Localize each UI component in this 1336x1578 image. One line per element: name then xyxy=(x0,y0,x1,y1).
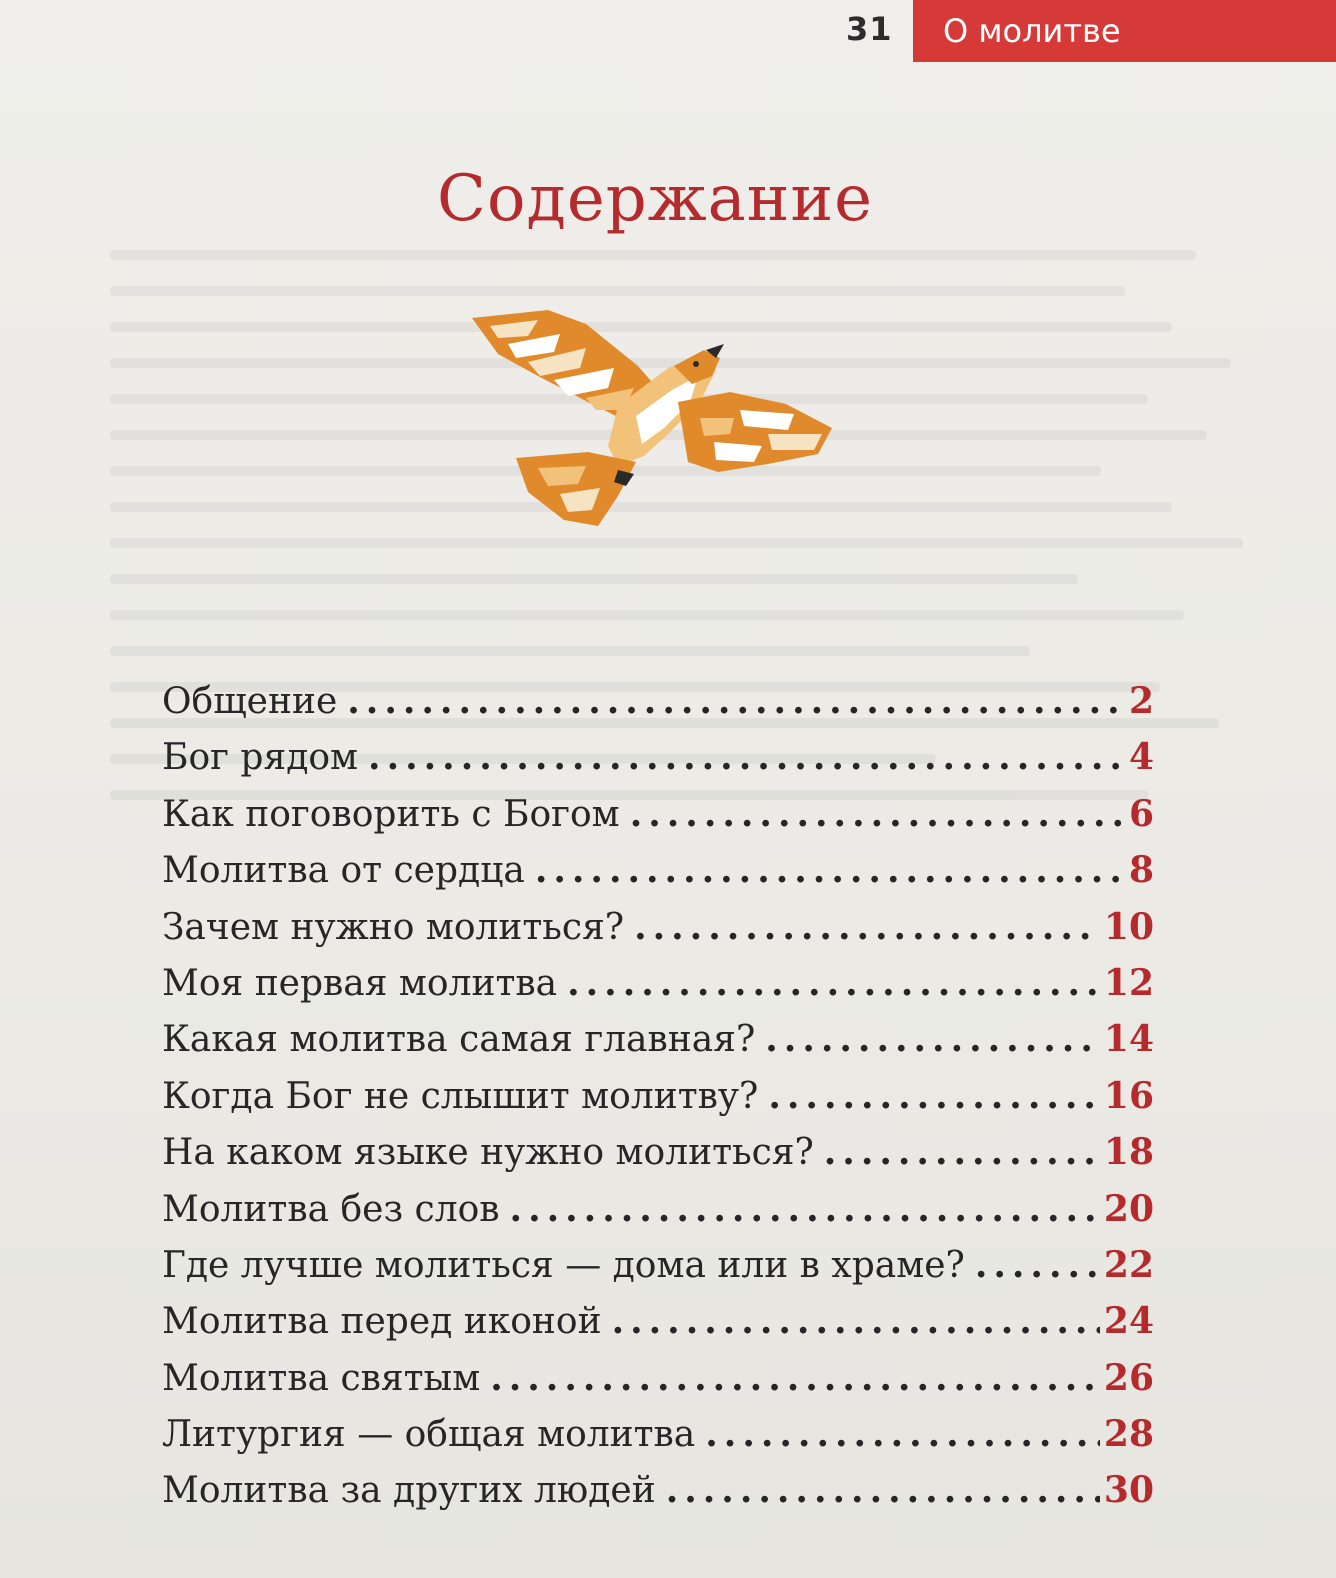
table-of-contents xyxy=(162,680,1154,1526)
toc-entry-title: На каком языке нужно молиться? xyxy=(162,1132,814,1174)
toc-leader-dots xyxy=(368,736,1125,778)
toc-entry xyxy=(162,680,1154,736)
toc-entry-page: 28 xyxy=(1103,1413,1154,1456)
toc-entry xyxy=(162,906,1154,962)
toc-entry-page: 10 xyxy=(1103,905,1154,948)
toc-entry-title: Молитва святым xyxy=(162,1357,481,1399)
toc-entry-title: Моя первая молитва xyxy=(162,962,558,1004)
toc-entry-title: Зачем нужно молиться? xyxy=(162,906,625,948)
toc-entry-page: 24 xyxy=(1103,1300,1154,1343)
toc-leader-dots xyxy=(765,1018,1100,1060)
toc-entry-page: 14 xyxy=(1103,1018,1154,1061)
toc-entry xyxy=(162,1244,1154,1300)
toc-entry xyxy=(162,962,1154,1018)
toc-leader-dots xyxy=(634,906,1100,948)
toc-entry-title: Какая молитва самая главная? xyxy=(162,1019,756,1061)
toc-entry-title: Где лучше молиться — дома или в храме? xyxy=(162,1244,965,1286)
toc-entry xyxy=(162,1075,1154,1131)
toc-entry-page: 12 xyxy=(1103,961,1154,1004)
toc-leader-dots xyxy=(612,1300,1100,1342)
toc-entry-title: Молитва от сердца xyxy=(162,850,525,892)
toc-entry xyxy=(162,736,1154,792)
toc-entry-title: Молитва за других людей xyxy=(162,1470,656,1512)
toc-entry xyxy=(162,1469,1154,1525)
toc-entry-title: Молитва без слов xyxy=(162,1188,500,1230)
toc-entry-page: 16 xyxy=(1103,1074,1154,1117)
toc-entry-title: Как поговорить с Богом xyxy=(162,793,620,835)
toc-entry-page: 4 xyxy=(1128,736,1154,779)
toc-entry-page: 22 xyxy=(1103,1243,1154,1286)
toc-entry-page: 20 xyxy=(1103,1187,1154,1230)
toc-entry-page: 26 xyxy=(1103,1356,1154,1399)
page-number: 31 xyxy=(846,10,893,48)
toc-leader-dots xyxy=(535,849,1125,891)
toc-entry-title: Когда Бог не слышит молитву? xyxy=(162,1075,759,1117)
toc-leader-dots xyxy=(975,1244,1100,1286)
toc-entry-title: Общение xyxy=(162,681,338,722)
toc-entry xyxy=(162,1018,1154,1074)
page-title: Содержание xyxy=(437,162,873,236)
toc-entry-page: 8 xyxy=(1128,849,1154,892)
toc-entry-title: Молитва перед иконой xyxy=(162,1301,602,1343)
toc-leader-dots xyxy=(705,1413,1100,1455)
toc-leader-dots xyxy=(490,1357,1100,1399)
toc-entry xyxy=(162,1188,1154,1244)
toc-entry-title: Литургия — общая молитва xyxy=(162,1414,696,1456)
bird-icon xyxy=(468,306,840,528)
toc-entry-title: Бог рядом xyxy=(162,737,359,779)
toc-entry-page: 30 xyxy=(1103,1469,1154,1512)
toc-entry-page: 2 xyxy=(1128,680,1154,722)
toc-leader-dots xyxy=(824,1131,1100,1173)
toc-leader-dots xyxy=(347,680,1125,722)
section-tab xyxy=(913,0,1336,62)
toc-entry xyxy=(162,1357,1154,1413)
toc-entry-page: 6 xyxy=(1128,792,1154,835)
toc-leader-dots xyxy=(510,1188,1100,1230)
toc-leader-dots xyxy=(666,1469,1100,1511)
toc-leader-dots xyxy=(630,793,1125,835)
toc-entry-page: 18 xyxy=(1103,1131,1154,1174)
toc-entry xyxy=(162,793,1154,849)
toc-entry xyxy=(162,1413,1154,1469)
toc-entry xyxy=(162,1300,1154,1356)
toc-leader-dots xyxy=(567,962,1100,1004)
toc-entry xyxy=(162,1131,1154,1187)
section-title: О молитве xyxy=(943,12,1121,50)
toc-entry xyxy=(162,849,1154,905)
toc-leader-dots xyxy=(768,1075,1100,1117)
